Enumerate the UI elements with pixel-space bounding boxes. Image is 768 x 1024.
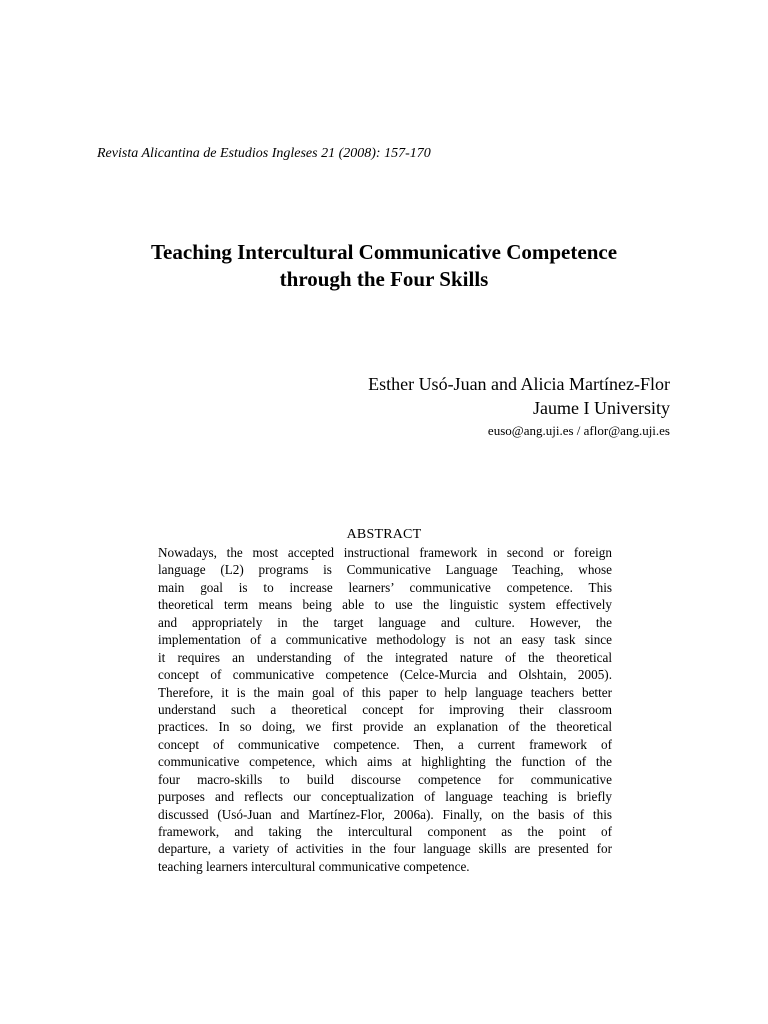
abstract-line: Nowadays, the most accepted instructional framework in second or foreign (158, 545, 612, 560)
abstract-line: theoretical term means being able to use the linguistic system effectively (158, 597, 612, 613)
author-affiliation: Jaume I University (533, 398, 670, 418)
abstract-line: main goal is to increase learners’ communicative competence. This (158, 579, 612, 595)
abstract-heading (0, 526, 768, 544)
paper-title-line-1: Teaching Intercultural Communicative Competence (150, 240, 618, 264)
abstract-line: Therefore, it is the main goal of this paper to help language teachers better (158, 684, 612, 700)
author-emails: euso@ang.uji.es / aflor@ang.uji.es (487, 423, 670, 438)
journal-citation: Revista Alicantina de Estudios Ingleses 21 (2008): 157-170 (97, 146, 431, 161)
abstract-line: departure, a variety of activities in the four language skills are presented for (158, 841, 612, 857)
abstract-line: communicative competence, which aims at highlighting the function of the (158, 754, 612, 770)
abstract-body (158, 544, 612, 875)
abstract-line: four macro-skills to build discourse competence for communicative (158, 771, 612, 787)
abstract-line: purposes and reflects our conceptualization of language teaching is briefly (158, 789, 612, 805)
abstract-line: concept of communicative competence (Celce-Murcia and Olshtain, 2005). (158, 667, 612, 683)
abstract-line: framework, and taking the intercultural component as the point of (158, 824, 612, 839)
abstract-line: implementation of a communicative methodology is not an easy task since (158, 632, 612, 648)
author-names: Esther Usó-Juan and Alicia Martínez-Flor (368, 374, 670, 394)
abstract-line: concept of communicative competence. Then, a current framework of (158, 736, 612, 752)
paper-title (0, 239, 768, 293)
author-block (368, 372, 670, 440)
abstract-line: language (L2) programs is Communicative Language Teaching, whose (158, 562, 612, 578)
paper-title-line-2: through the Four Skills (279, 267, 489, 291)
abstract-line: it requires an understanding of the integrated nature of the theoretical (158, 649, 612, 665)
abstract-heading-text: ABSTRACT (346, 527, 422, 542)
abstract-line: and appropriately in the target language and culture. However, the (158, 614, 612, 630)
abstract-line: discussed (Usó-Juan and Martínez-Flor, 2006a). Finally, on the basis of this (158, 806, 612, 822)
abstract-line: practices. In so doing, we first provide an explanation of the theoretical (158, 719, 612, 735)
abstract-line: teaching learners intercultural communicative competence. (158, 858, 470, 874)
abstract-line: understand such a theoretical concept for improving their classroom (158, 701, 612, 717)
